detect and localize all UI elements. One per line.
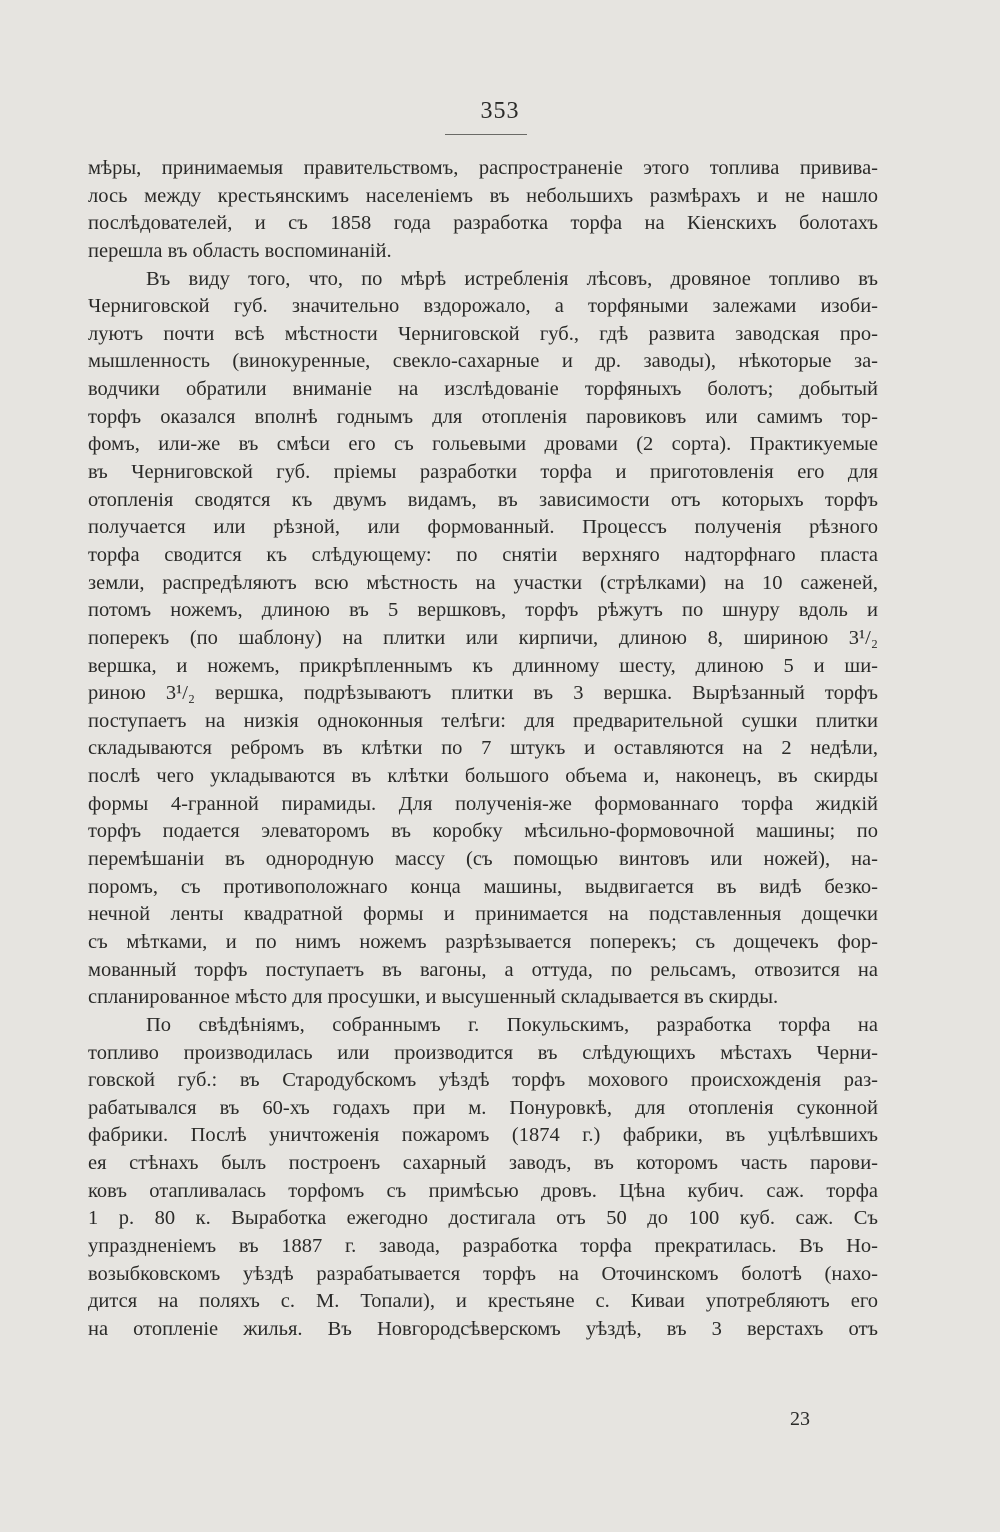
- page-number: 353: [480, 98, 520, 124]
- text-line: послѣдователей, и съ 1858 года разработка торфа на Кіенскихъ болотахъ: [88, 212, 878, 235]
- text-line: спланированное мѣсто для просушки, и высушенный складывается въ скирды.: [88, 986, 779, 1009]
- text-line: ея стѣнахъ былъ построенъ сахарный заводъ, въ которомъ часть парови-: [88, 1152, 878, 1175]
- text-line: складываются ребромъ въ клѣтки по 7 штукъ и оставляются на 2 недѣли,: [88, 737, 878, 760]
- text-line: нечной ленты квадратной формы и принимается на подставленныя дощечки: [88, 903, 878, 926]
- paragraph-start-line: Въ виду того, что, по мѣрѣ истребленія лѣсовъ, дровяное топливо въ: [146, 267, 878, 290]
- text-line: упраздненіемъ въ 1887 г. завода, разработка торфа прекратилась. Въ Но-: [88, 1234, 878, 1257]
- page-number-rule: [445, 134, 527, 135]
- text-line: торфа сводится къ слѣдующему: по снятіи верхняго надторфнаго пласта: [88, 543, 878, 566]
- text-line: мышленность (винокуренные, свекло-сахарные и др. заводы), нѣкоторые за-: [88, 350, 878, 373]
- text-line: водчики обратили вниманіе на изслѣдованіе торфяныхъ болотъ; добытый: [88, 378, 878, 401]
- text-line: луютъ почти всѣ мѣстности Черниговской губ., гдѣ развита заводская про-: [88, 322, 878, 345]
- text-line: 1 р. 80 к. Выработка ежегодно достигала отъ 50 до 100 куб. саж. Съ: [88, 1207, 878, 1230]
- text-line: фомъ, или-же въ смѣси его съ гольевыми дровами (2 сорта). Практикуемые: [88, 433, 878, 456]
- text-line: земли, распредѣляютъ всю мѣстность на участки (стрѣлками) на 10 саженей,: [88, 571, 878, 594]
- text-line: послѣ чего укладываются въ клѣтки большого объема и, наконецъ, въ скирды: [88, 765, 878, 788]
- text-line: поперекъ (по шаблону) на плитки или кирпичи, длиною 8, шириною 3¹/₂: [88, 626, 878, 649]
- text-line: торфъ подается элеваторомъ въ коробку мѣсильно-формовочной машины; по: [88, 820, 878, 843]
- text-line: говской губ.: въ Стародубскомъ уѣздѣ торфъ мохового происхожденія раз-: [88, 1069, 878, 1092]
- text-line: съ мѣтками, и по нимъ ножемъ разрѣзывается поперекъ; съ дощечекъ фор-: [88, 930, 878, 953]
- text-line: на отопленіе жилья. Въ Новгородсѣверскомъ уѣздѣ, въ 3 верстахъ отъ: [88, 1317, 878, 1340]
- text-line: получается или рѣзной, или формованный. Процессъ полученія рѣзного: [88, 516, 878, 539]
- text-line: формы 4-гранной пирамиды. Для полученія-же формованнаго торфа жидкій: [88, 792, 878, 815]
- paragraph-start-line: По свѣдѣніямъ, собраннымъ г. Покульскимъ, разработка торфа на: [146, 1013, 878, 1036]
- printer-signature-mark: 23: [790, 1408, 810, 1430]
- text-line: ковъ отапливалась торфомъ съ примѣсью дровъ. Цѣна кубич. саж. торфа: [88, 1179, 878, 1202]
- text-line: рабатывался въ 60-хъ годахъ при м. Понуровкѣ, для отопленія суконной: [88, 1096, 878, 1119]
- text-line: перемѣшаніи въ однородную массу (съ помощью винтовъ или ножей), на-: [88, 848, 878, 871]
- text-line: торфъ оказался вполнѣ годнымъ для отопленія паровиковъ или самимъ тор-: [88, 405, 878, 428]
- text-line: поступаетъ на низкія одноконныя телѣги: для предварительной сушки плитки: [88, 709, 878, 732]
- text-line: мѣры, принимаемыя правительствомъ, распространеніе этого топлива привива-: [88, 157, 878, 179]
- text-line: потомъ ножемъ, длиною въ 5 вершковъ, торфъ рѣжутъ по шнуру вдоль и: [88, 599, 878, 622]
- text-line: лось между крестьянскимъ населеніемъ въ небольшихъ размѣрахъ и не нашло: [88, 184, 878, 207]
- text-line: въ Черниговской губ. пріемы разработки торфа и приготовленія его для: [88, 461, 878, 484]
- text-line: вершка, и ножемъ, прикрѣпленнымъ къ длинному шесту, длиною 5 и ши-: [88, 654, 878, 677]
- text-line: мованный торфъ поступаетъ въ вагоны, а оттуда, по рельсамъ, отвозится на: [88, 958, 878, 981]
- text-line: возыбковскомъ уѣздѣ разрабатывается торфъ на Оточинскомъ болотѣ (нахо-: [88, 1262, 878, 1285]
- text-line: поромъ, съ противоположнаго конца машины, выдвигается въ видѣ безко-: [88, 875, 878, 898]
- text-line: топливо производилась или производится въ слѣдующихъ мѣстахъ Черни-: [88, 1041, 878, 1064]
- body-text: [88, 155, 878, 1344]
- text-line: перешла въ область воспоминаній.: [88, 239, 392, 262]
- text-line: риною 3¹/₂ вершка, подрѣзываютъ плитки въ 3 вершка. Вырѣзанный торфъ: [88, 682, 878, 705]
- text-line: дится на поляхъ с. М. Топали), и крестьяне с. Киваи употребляютъ его: [88, 1290, 878, 1313]
- text-line: фабрики. Послѣ уничтоженія пожаромъ (1874 г.) фабрики, въ уцѣлѣвшихъ: [88, 1124, 878, 1147]
- text-line: Черниговской губ. значительно вздорожало, а торфяными залежами изоби-: [88, 295, 878, 318]
- text-line: отопленія сводятся къ двумъ видамъ, въ зависимости отъ которыхъ торфъ: [88, 488, 878, 511]
